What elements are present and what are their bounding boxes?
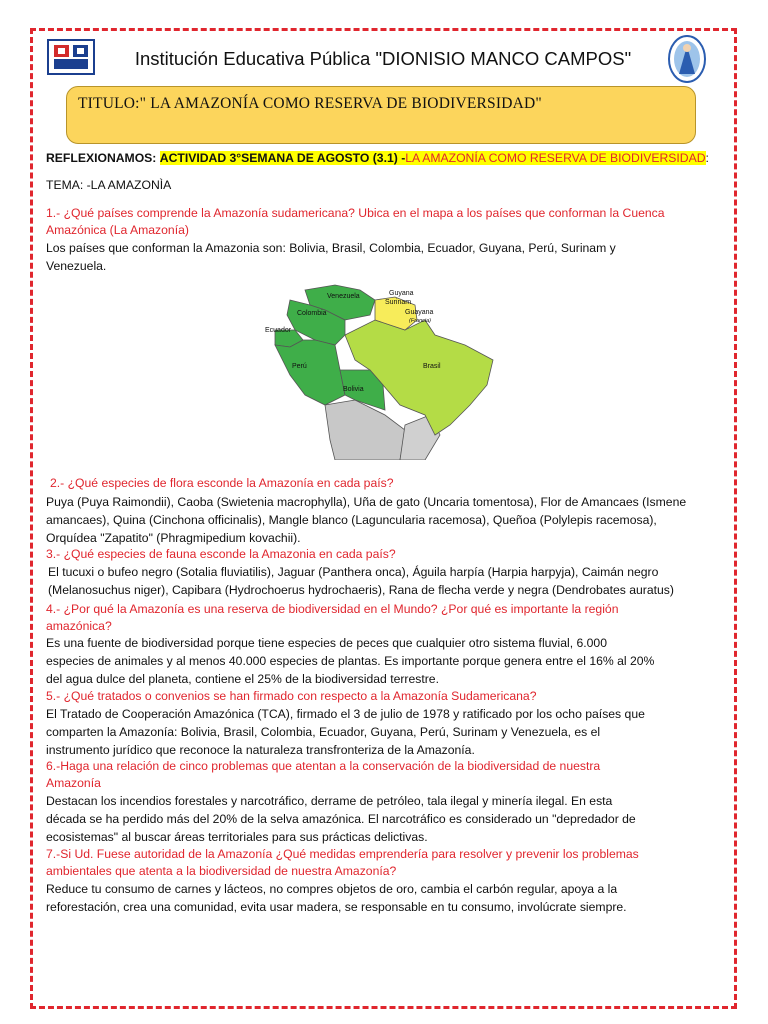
question-5: 5.- ¿Qué tratados o convenios se han firmado con respecto a la Amazonía Sudamericana? (46, 689, 537, 703)
answer-3: El tucuxi o bufeo negro (Sotalia fluviatilis), Jaguar (Panthera onca), Águila harpía (Harpia harpyja), Caimán negro (Melanosuchus niger), Capibara (Hydrochoerus hydrochaeris), Rana de flecha verde y negra (Dendrobates auratus) (48, 565, 674, 597)
answer-2: Puya (Puya Raimondii), Caoba (Swietenia macrophylla), Uña de gato (Uncaria tomentosa), Flor de Amancaes (Ismene amancaes), Quina (Cinchona officinalis), Mangle blanco (Laguncularia racemosa), Queñoa (Polylepis racemosa), Orquídea "Zapatito" (Phragmipedium kovachii). (46, 495, 687, 545)
question-2: 2.- ¿Qué especies de flora esconde la Amazonía en cada país? (50, 476, 394, 490)
question-3: 3.- ¿Qué especies de fauna esconde la Amazonia en cada país? (46, 547, 396, 561)
question-4: 4.- ¿Por qué la Amazonía es una reserva de biodiversidad en el Mundo? ¿Por qué es importante la región amazónica? (46, 602, 619, 633)
amazon-map (265, 275, 503, 460)
map-label-guayana: Guayana (405, 309, 434, 316)
tema-line: TEMA: -LA AMAZONÌA (46, 178, 172, 192)
answer-1: Los países que conforman la Amazonia son: Bolivia, Brasil, Colombia, Ecuador, Guyana, Perú, Surinam y Venezuela. (46, 241, 616, 273)
answer-5: El Tratado de Cooperación Amazónica (TCA), firmado el 3 de julio de 1978 y ratificado por los ocho países que comparten la Amazonía: Bolivia, Brasil, Colombia, Ecuador, Guyana, Perú, Surinam y Venezuela, es el instrumento jurídico que reconoce la naturaleza transfronteriza de la Amazonía. (46, 707, 645, 757)
map-label-francia: (Francia) (409, 318, 432, 324)
map-label-bolivia: Bolivia (343, 386, 364, 393)
activity-label: ACTIVIDAD 3°SEMANA DE AGOSTO (3.1) -LA AMAZONÍA COMO RESERVA DE BIODIVERSIDAD (159, 151, 706, 165)
map-label-brasil: Brasil (423, 363, 441, 370)
map-label-guyana: Guyana (389, 290, 414, 297)
map-label-surinam: Surinam (385, 299, 412, 306)
school-logo (44, 36, 98, 78)
virgin-emblem (667, 34, 707, 84)
map-label-venezuela: Venezuela (327, 293, 360, 300)
answer-6: Destacan los incendios forestales y narcotráfico, derrame de petróleo, tala ilegal y minería ilegal. En esta década se ha perdido más del 20% de la selva amazónica. El narcotráfico es considerado un "depredador de ecosistemas" al buscar áreas territoriales para sus prácticas delictivas. (46, 794, 636, 844)
answer-7: Reduce tu consumo de carnes y lácteos, no compres objetos de oro, cambia el carbón regular, apoya a la reforestación, crea una comunidad, evita usar madera, se responsable en tu consumo, involúcrate siempre. (46, 882, 627, 914)
question-6: 6.-Haga una relación de cinco problemas que atentan a la conservación de la biodiversidad de nuestra Amazonía (46, 759, 601, 790)
reflexion-lead: REFLEXIONAMOS: (46, 151, 157, 165)
document-title: TITULO:" LA AMAZONÍA COMO RESERVA DE BIODIVERSIDAD" (78, 95, 542, 112)
question-1: 1.- ¿Qué países comprende la Amazonía sudamericana? Ubica en el mapa a los países que conforman la Cuenca Amazónica (La Amazonía) (46, 206, 665, 237)
reflexion-line: REFLEXIONAMOS: ACTIVIDAD 3°SEMANA DE AGOSTO (3.1) -LA AMAZONÍA COMO RESERVA DE BIODIVERSIDAD: (46, 151, 709, 165)
question-7: 7.-Si Ud. Fuese autoridad de la Amazonía ¿Qué medidas emprendería para resolver y prevenir los problemas ambientales que atenta a la biodiversidad de nuestra Amazonía? (46, 847, 639, 878)
map-label-ecuador: Ecuador (265, 327, 292, 334)
map-label-peru: Perú (292, 363, 307, 370)
map-label-colombia: Colombia (297, 310, 327, 317)
institution-title: Institución Educativa Pública "DIONISIO MANCO CAMPOS" (134, 48, 632, 69)
answer-4: Es una fuente de biodiversidad porque tiene especies de peces que cualquier otro sistema fluvial, 6.000 especies de animales y al menos 40.000 especies de plantas. Es importante porque genera entre el 16% al 20% del agua dulce del planeta, contiene el 25% de la biodiversidad terrestre. (46, 636, 655, 686)
